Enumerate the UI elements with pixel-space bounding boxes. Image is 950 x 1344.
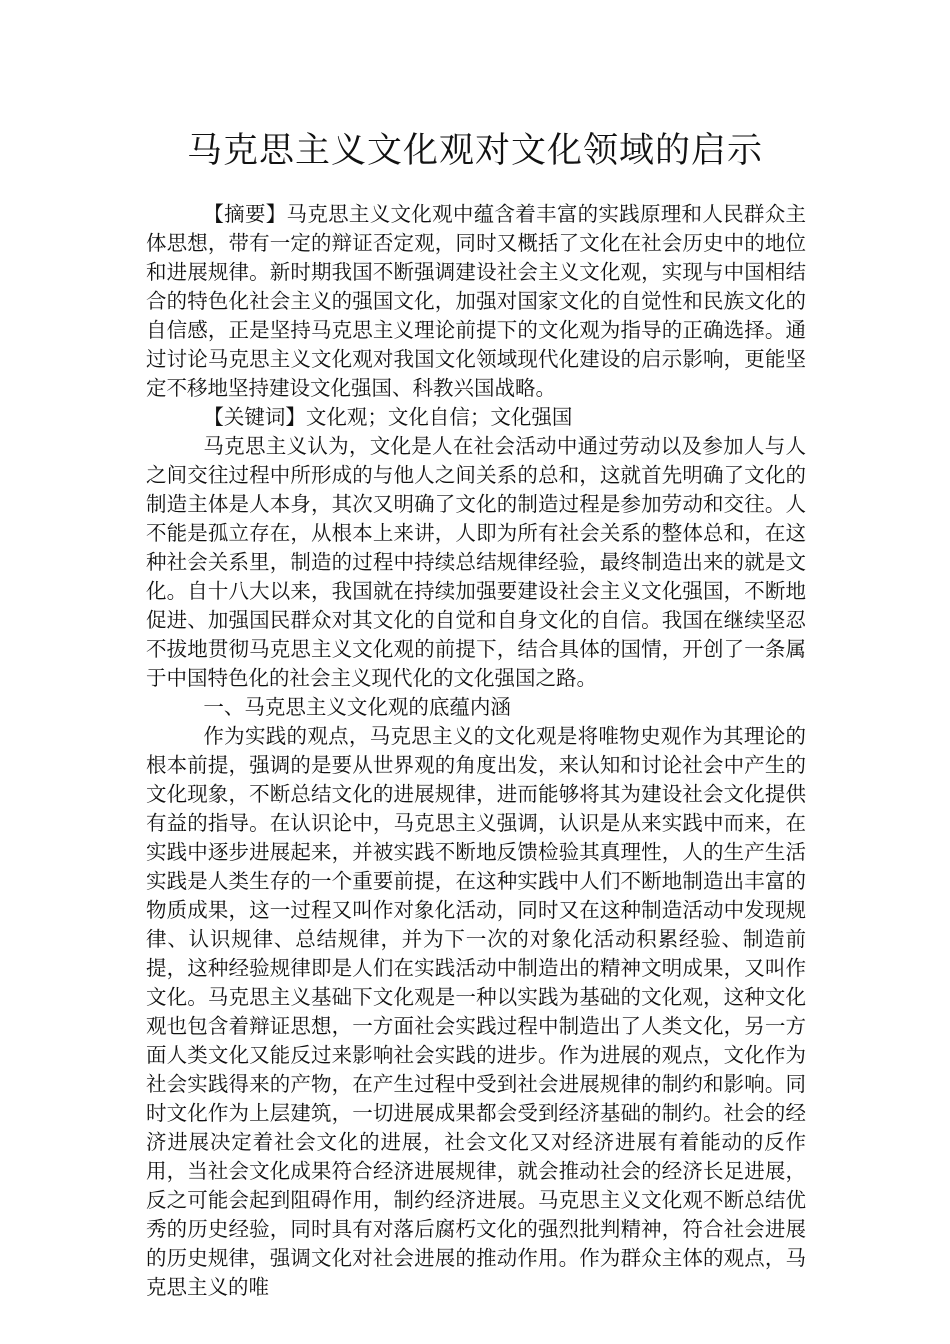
abstract-paragraph: 【摘要】马克思主义文化观中蕴含着丰富的实践原理和人民群众主体思想，带有一定的辩证否定观，同时又概括了文化在社会历史中的地位和进展规律。新时期我国不断强调建设社会主义文化观，实现与中国相结合的特色化社会主义的强国文化，加强对国家文化的自觉性和民族文化的自信感，正是坚持马克思主义理论前提下的文化观为指导的正确选择。通过讨论马克思主义文化观对我国文化领域现代化建设的启示影响，更能坚定不移地坚持建设文化强国、科教兴国战略。 bbox=[146, 202, 806, 400]
document-title: 马克思主义文化观对文化领域的启示 bbox=[186, 131, 763, 171]
keywords-paragraph: 【关键词】文化观；文化自信；文化强国 bbox=[203, 405, 573, 429]
document-body bbox=[146, 200, 806, 1302]
section-heading: 一、马克思主义文化观的底蕴内涵 bbox=[203, 695, 511, 719]
section-paragraph: 作为实践的观点，马克思主义的文化观是将唯物史观作为其理论的根本前提，强调的是要从世界观的角度出发，来认知和讨论社会中产生的文化现象，不断总结文化的进展规律，进而能够将其为建设社会文化提供有益的指导。在认识论中，马克思主义强调，认识是从来实践中而来，在实践中逐步进展起来，并被实践不断地反馈检验其真理性，人的生产生活实践是人类生存的一个重要前提，在这种实践中人们不断地制造出丰富的物质成果，这一过程又叫作对象化活动，同时又在这种制造活动中发现规律、认识规律、总结规律，并为下一次的对象化活动积累经验、制造前提，这种经验规律即是人们在实践活动中制造出的精神文明成果，又叫作文化。马克思主义基础下文化观是一种以实践为基础的文化观，这种文化观也包含着辩证思想，一方面社会实践过程中制造出了人类文化，另一方面人类文化又能反过来影响社会实践的进步。作为进展的观点，文化作为社会实践得来的产物，在产生过程中受到社会进展规律的制约和影响。同时文化作为上层建筑，一切进展成果都会受到经济基础的制约。社会的经济进展决定着社会文化的进展，社会文化又对经济进展有着能动的反作用，当社会文化成果符合经济进展规律，就会推动社会的经济长足进展，反之可能会起到阻碍作用，制约经济进展。马克思主义文化观不断总结优秀的历史经验，同时具有对落后腐朽文化的强烈批判精神，符合社会进展的历史规律，强调文化对社会进展的推动作用。作为群众主体的观点，马克思主义的唯 bbox=[146, 724, 806, 1299]
intro-paragraph: 马克思主义认为，文化是人在社会活动中通过劳动以及参加人与人之间交往过程中所形成的与他人之间关系的总和，这就首先明确了文化的制造主体是人本身，其次又明确了文化的制造过程是参加劳动和交往。人不能是孤立存在，从根本上来讲，人即为所有社会关系的整体总和，在这种社会关系里，制造的过程中持续总结规律经验，最终制造出来的就是文化。自十八大以来，我国就在持续加强要建设社会主义文化强国，不断地促进、加强国民群众对其文化的自觉和自身文化的自信。我国在继续坚忍不拔地贯彻马克思主义文化观的前提下，结合具体的国情，开创了一条属于中国特色化的社会主义现代化的文化强国之路。 bbox=[146, 434, 806, 690]
